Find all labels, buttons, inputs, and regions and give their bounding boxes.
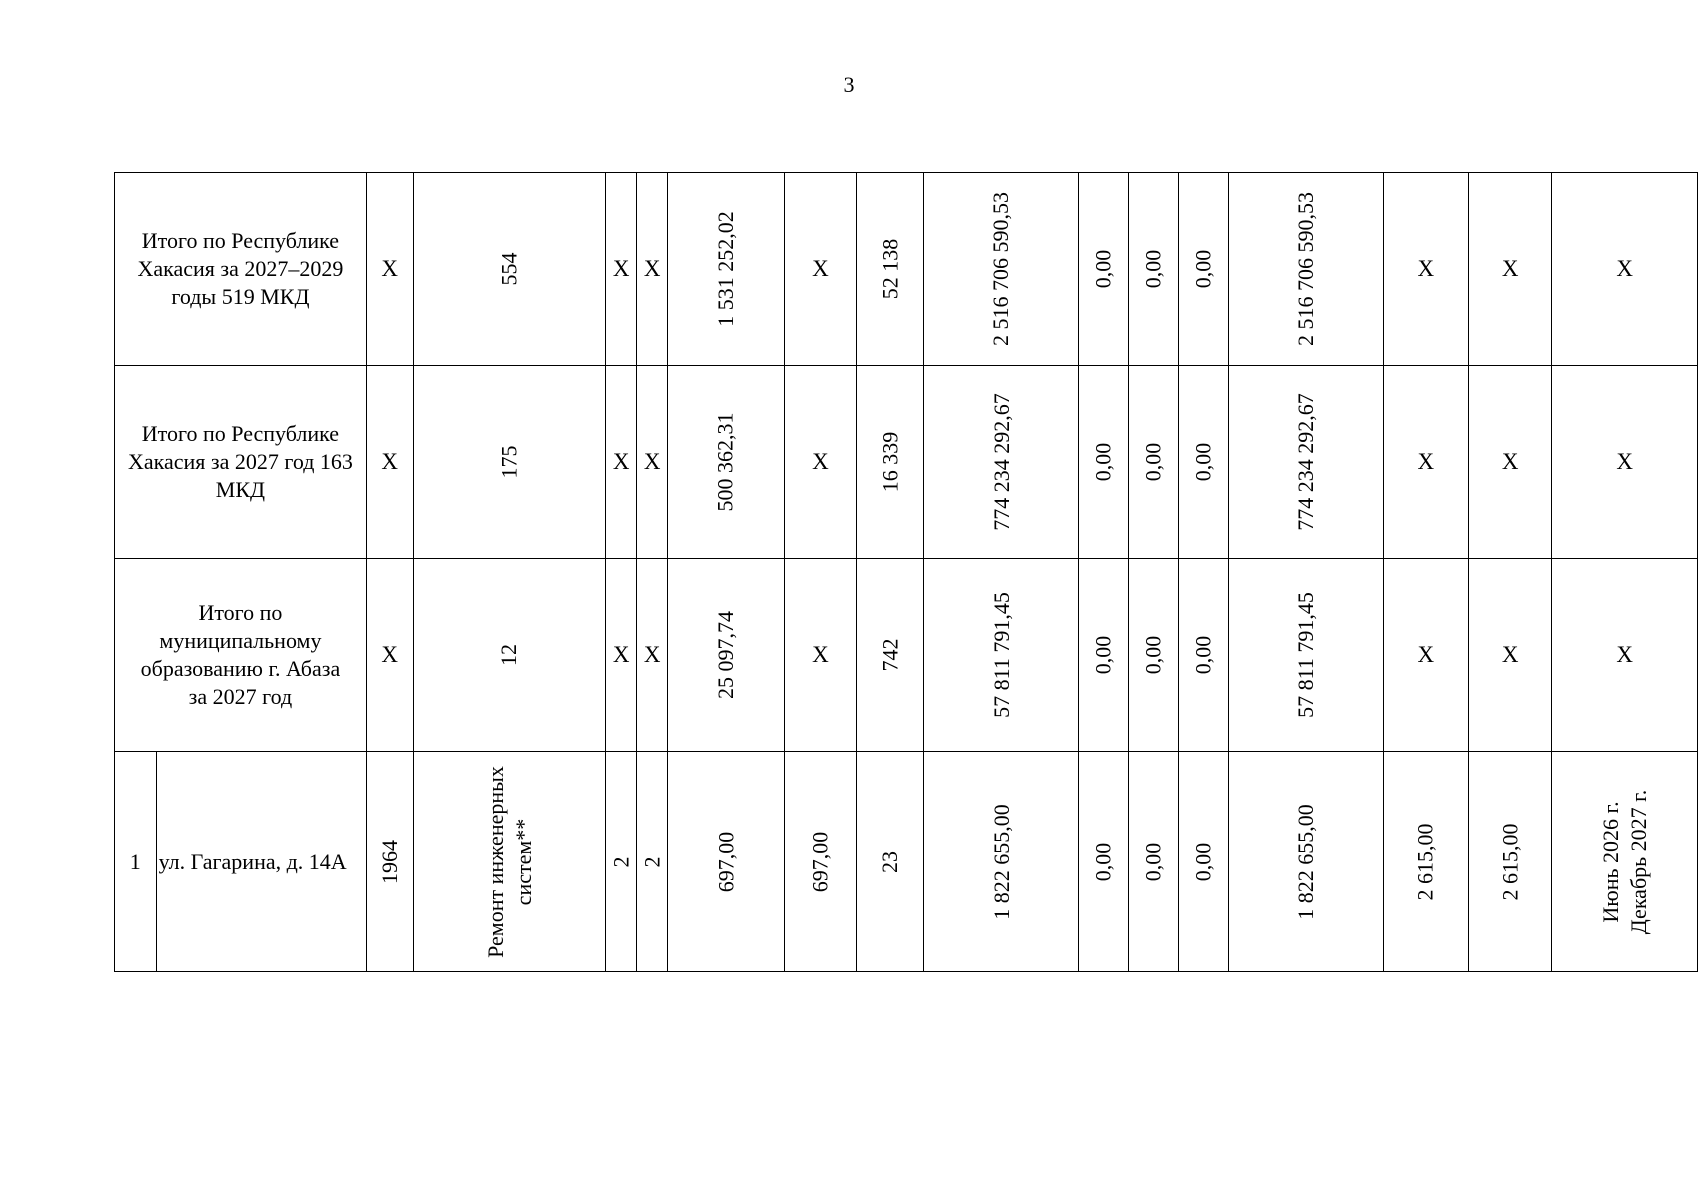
cell: Х — [1552, 173, 1698, 366]
cell — [924, 173, 1079, 366]
row-label — [115, 559, 367, 752]
build-year: 1964 — [376, 839, 402, 884]
cell: Х — [1552, 559, 1698, 752]
cell-value: 12 — [496, 644, 522, 666]
cell — [857, 366, 924, 559]
cell: Х — [1383, 173, 1469, 366]
cell-value: 0,00 — [1090, 249, 1116, 289]
table-row — [115, 559, 1698, 752]
cell-value: 0,00 — [1090, 842, 1116, 881]
cell: Х — [606, 366, 637, 559]
cell-value: 742 — [877, 638, 903, 672]
cell-value: 52 138 — [877, 238, 903, 300]
cell — [1228, 366, 1383, 559]
cell-value: 2 — [639, 856, 665, 867]
cell-value: 0,00 — [1090, 442, 1116, 482]
cell-value: 0,00 — [1190, 635, 1216, 675]
work-type-line: Ремонт инженерных — [482, 765, 508, 958]
cell-value: 0,00 — [1190, 249, 1216, 289]
cell — [1129, 173, 1179, 366]
work-term — [1597, 789, 1653, 933]
cell — [1079, 752, 1129, 972]
cell: Х — [366, 173, 413, 366]
cell — [413, 173, 606, 366]
cell-value: 2 615,00 — [1412, 823, 1438, 900]
cell-value: 1 822 655,00 — [988, 803, 1014, 920]
cell: Х — [784, 366, 857, 559]
cell — [1383, 752, 1469, 972]
cell-value: 0,00 — [1140, 635, 1166, 675]
cell — [784, 752, 857, 972]
cell — [1079, 559, 1129, 752]
cell — [1228, 173, 1383, 366]
cell — [1178, 366, 1228, 559]
cell-value: 554 — [496, 252, 522, 286]
cell: Х — [1469, 559, 1552, 752]
cell: Х — [637, 366, 668, 559]
work-type — [481, 766, 537, 958]
cell-value: 0,00 — [1190, 842, 1216, 881]
cell-value: 697,00 — [807, 831, 833, 892]
cell — [1228, 752, 1383, 972]
cell-value: 774 234 292,67 — [1292, 393, 1318, 531]
cell: Х — [637, 559, 668, 752]
cell — [1129, 559, 1179, 752]
cell: Х — [1552, 366, 1698, 559]
cell-value: 0,00 — [1190, 442, 1216, 482]
cell-value: 57 811 791,45 — [1292, 592, 1318, 718]
work-term-line: Декабрь 2027 г. — [1625, 789, 1651, 934]
cell: Х — [606, 559, 637, 752]
address: ул. Гагарина, д. 14А — [156, 752, 366, 972]
cell — [857, 559, 924, 752]
cell — [637, 752, 668, 972]
table-row — [115, 173, 1698, 366]
cell — [668, 559, 785, 752]
table-row — [115, 752, 1698, 972]
cell-value: 697,00 — [712, 831, 738, 892]
cell — [413, 752, 606, 972]
cell — [668, 752, 785, 972]
cell-value: 2 — [608, 856, 634, 867]
page-number: 3 — [843, 72, 855, 97]
cell — [924, 366, 1079, 559]
cell — [1552, 752, 1698, 972]
cell: Х — [1383, 366, 1469, 559]
cell — [668, 366, 785, 559]
cell-value: 0,00 — [1140, 442, 1166, 482]
work-term-line: Июнь 2026 г. — [1597, 800, 1623, 923]
row-label: Итого по Республике Хакасия за 2027 год 163 МКД — [115, 366, 367, 559]
cell-value: 0,00 — [1090, 635, 1116, 675]
capital-repair-table — [114, 172, 1698, 972]
cell — [1129, 752, 1179, 972]
cell-value: 57 811 791,45 — [988, 592, 1014, 718]
cell-value: 23 — [877, 850, 903, 873]
cell — [413, 559, 606, 752]
cell — [1178, 173, 1228, 366]
row-label-line: образованию г. Абаза — [140, 656, 341, 681]
cell — [606, 752, 637, 972]
row-label-line: Итого по муниципальному — [159, 600, 322, 653]
cell-value: 16 339 — [877, 431, 903, 493]
cell: Х — [784, 173, 857, 366]
cell-value: 2 615,00 — [1497, 823, 1523, 900]
cell-value: 0,00 — [1140, 842, 1166, 881]
cell — [1079, 173, 1129, 366]
cell — [1178, 559, 1228, 752]
cell-value: 1 822 655,00 — [1292, 803, 1318, 920]
cell-value: 500 362,31 — [712, 412, 738, 512]
row-label: Итого по Республике Хакасия за 2027–2029 годы 519 МКД — [115, 173, 367, 366]
row-number: 1 — [115, 752, 157, 972]
cell: Х — [784, 559, 857, 752]
cell-value: 2 516 706 590,53 — [1292, 192, 1318, 346]
cell — [366, 752, 413, 972]
cell-value: 0,00 — [1140, 249, 1166, 289]
cell: Х — [1469, 366, 1552, 559]
cell-value: 2 516 706 590,53 — [988, 192, 1014, 346]
cell-value: 175 — [496, 445, 522, 479]
cell-value: 774 234 292,67 — [988, 393, 1014, 531]
cell — [1228, 559, 1383, 752]
cell: Х — [1469, 173, 1552, 366]
cell — [1079, 366, 1129, 559]
work-type-line: систем** — [510, 818, 536, 905]
row-label-line: за 2027 год — [188, 684, 293, 709]
cell — [924, 559, 1079, 752]
cell: Х — [366, 559, 413, 752]
cell-value: 25 097,74 — [712, 611, 738, 699]
cell — [924, 752, 1079, 972]
cell — [1469, 752, 1552, 972]
table-row — [115, 366, 1698, 559]
cell: Х — [606, 173, 637, 366]
cell: Х — [366, 366, 413, 559]
cell — [857, 173, 924, 366]
cell — [413, 366, 606, 559]
cell: Х — [637, 173, 668, 366]
cell — [1129, 366, 1179, 559]
cell — [1178, 752, 1228, 972]
cell-value: 1 531 252,02 — [712, 211, 738, 327]
cell: Х — [1383, 559, 1469, 752]
cell — [668, 173, 785, 366]
cell — [857, 752, 924, 972]
